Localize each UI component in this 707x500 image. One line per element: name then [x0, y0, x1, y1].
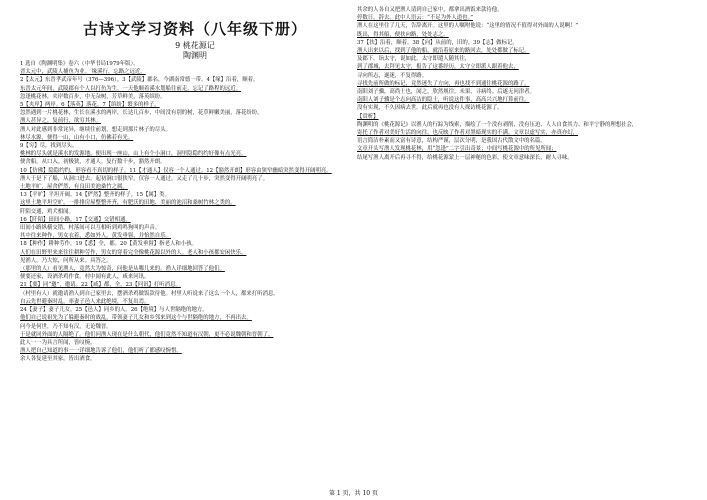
text-line: 渔人甚异之，复前行，欲穷其林。 [20, 118, 101, 125]
text-line: 桃林的尽头就是溪水的发源地，便出现一座山，山上有个小洞口，洞里隐隐约约好像有点光亮。 [20, 151, 247, 158]
right-column [357, 6, 673, 162]
text-line: 他们自己说祖先为了躲避秦时的战乱，带领妻子儿女和乡邻来到这个与世隔绝的地方，不再出去。 [20, 315, 252, 322]
text-line: 2【太元】东晋孝武帝年号（376—396）。3【武陵】郡名，今湖南常德一带。4【缘】沿着，顺着。 [20, 77, 259, 84]
text-line: 结尾写渔人离开后再寻不得，给桃花源蒙上一层神秘的色彩，使文章意味深长，耐人寻味。 [357, 154, 573, 161]
text-line: 南阳人刘子骥是个志向高洁的隐士，听说这件事，高高兴兴地打算前往。 [357, 97, 530, 104]
text-line: 余人各复延至其家，皆出酒食。 [20, 356, 96, 363]
lesson-author: 陶渊明 [183, 51, 207, 60]
text-line: 见渔人，乃大惊，问所从来。具答之。 [20, 257, 112, 264]
text-line: 【赏析】 [357, 113, 379, 120]
text-line: 林尽水源，便得一山，山有小口，仿佛若有光。 [20, 134, 134, 141]
text-line: 语言简洁朴素而又富有诗意，结构严谨，层次分明，是我国古代散文中的名篇。 [357, 138, 546, 145]
text-line: 及郡下，诣太守，说如此。太守即遣人随其往， [357, 56, 471, 63]
text-line: （村里有人）就邀请渔人到自己家里去，摆酒杀鸡做饭款待他。村里人听说来了这么一个人，都来打听消息。 [20, 290, 279, 297]
text-line: 停数日，辞去。此中人语云：“不足为外人道也。” [357, 15, 474, 22]
text-line: 人们在田野里来来往往耕种劳作，男女的穿着完全像桃花源以外的人。老人和小孩都安闲快乐。 [20, 249, 247, 256]
text-line: 便要还家，设酒杀鸡作食。村中闻有此人，咸来问讯。 [20, 274, 150, 281]
text-line: 便舍船，从口入。初极狭，才通人。复行数十步，豁然开朗。 [20, 159, 166, 166]
text-line: 东晋太元年间，武陵郡有个人以打鱼为生。一天他顺着溪水划船往前走，忘记了路程的远近。 [20, 85, 242, 92]
lesson-title: 9 桃花源记 [175, 41, 215, 50]
text-line: 渔人在这里住了几天，告辞离开。这里的人嘱咐他说：“这里的情况不值得对外面的人说啊！” [357, 23, 579, 30]
text-line: 文章开头写渔人发现桃花林，用“忽逢”二字引出奇景；中间写桃花源中的所见所闻； [357, 146, 557, 153]
text-line: 渔人于是下了船，从洞口进去。起初洞口很狭窄，仅容一人通过。又走了几十步，突然变得开阔明亮了。 [20, 175, 268, 182]
text-line: 自云先世避秦时乱，率妻子邑人来此绝境，不复出焉。 [20, 298, 150, 305]
text-line: 南阳刘子骥，高尚士也，闻之，欣然规往。未果，寻病终。后遂无问津者。 [357, 89, 535, 96]
text-line: 21【要】同“邀”，邀请。22【咸】都，全。23【问讯】打听消息。 [20, 282, 181, 289]
text-line: 阡陌交通，鸡犬相闻。 [20, 208, 74, 215]
document-title: 古诗文学习资料（八年级下册） [82, 20, 307, 38]
text-line: 渔人出来以后，找到了他的船，就沿着原来的路回去，处处都做了标记。 [357, 48, 530, 55]
text-line: 渔人对此感到非常诧异，继续往前划，想走到那片林子的尽头。 [20, 126, 171, 133]
text-line: 晋太元中，武陵人捕鱼为业。 缘溪行，忘路之远近。 [20, 69, 146, 76]
text-line: （那里的人）看见渔人，竟然大为惊奇，问他是从哪儿来的。渔人详细地回答了他们。 [20, 266, 225, 273]
text-line: 寻找先前所做的标记，竟然迷失了方向，再也找不到通往桃花源的路了。 [357, 80, 530, 87]
text-line: 忽逢桃花林，夹岸数百步，中无杂树，芳草鲜美，落英缤纷。 [20, 93, 166, 100]
text-line: 没有实现，不久因病去世。此后就再也没有人探访桃花源了。 [357, 105, 503, 112]
text-line: 13【平旷】平坦开阔。14【俨然】整齐的样子。15【属】类。 [20, 192, 170, 199]
text-line: 5【夹岸】两岸。6【落英】落花。7【缤纷】繁多的样子。 [20, 102, 160, 109]
text-line: 田间小路纵横交错，村落间可以互相听到鸡鸣狗叫的声音。 [20, 225, 161, 232]
text-line: 寻向所志，遂迷，不复得路。 [357, 72, 428, 79]
text-line: 既出，得其船，便扶向路，处处志之。 [357, 31, 449, 38]
text-line: 寄托了作者对美好生活的向往，也反映了作者对黑暗现实的不满。文章以虚写实，亦真亦幻， [357, 130, 579, 137]
text-line: 24【妻子】妻子儿女。25【邑人】同乡的人。26【绝境】与人世隔绝的地方。 [20, 307, 208, 314]
text-line: 18【种作】耕种劳作。19【悉】全，都。20【黄发垂髫】指老人和小孩。 [20, 241, 197, 248]
text-line: 16【阡陌】田间小路。17【交通】交错相通。 [20, 216, 131, 223]
text-line: 9【穷】尽，找到尽头。 [20, 143, 78, 150]
left-column [20, 60, 336, 364]
text-line: 土地平旷，屋舍俨然，有良田美池桑竹之属。 [20, 184, 128, 191]
text-line: 此人一一为具言所闻，皆叹惋。 [20, 339, 96, 346]
text-line: 于是就同外面的人隔绝了。他们问渔人现在是什么朝代，他们竟然不知道有汉朝，更不必说魏朝和晋朝了。 [20, 331, 274, 338]
text-line: 渔人把自己知道的事一一详细地告诉了他们，他们听了都感叹惋惜。 [20, 348, 182, 355]
text-line: 1 选自《陶渊明集》卷六（中华书局1979年版）。 [20, 61, 139, 67]
text-line: 37【扶】沿着，顺着。38【向】从前的，旧的。39【志】做标记。 [357, 39, 518, 46]
text-line: 其余的人各自又把渔人请到自己家中，都拿出酒饭来款待他。 [357, 7, 503, 13]
text-line: 问今是何世，乃不知有汉，无论魏晋。 [20, 323, 112, 330]
page-footer: 第 1 页，共 10 页 [328, 490, 379, 497]
text-line: 这里土地平坦空旷，一排排房屋整整齐齐，有肥沃的田地、美丽的池沼和桑树竹林之类的。 [20, 200, 236, 207]
text-line: 陶渊明的《桃花源记》以渔人的行踪为线索，描绘了一个没有剥削、没有压迫、人人自食其力、和平宁静的理想社会， [357, 121, 638, 128]
text-line: 其中往来种作，男女衣着，悉如外人。黄发垂髫，并怡然自乐。 [20, 233, 171, 240]
text-line: 到了郡城，去拜见太守，报告了这番经历。太守立即派人跟着他去， [357, 64, 519, 71]
text-line: 忽然遇到一片桃花林，生长在溪水的两岸，长达几百步，中间没有别的树，花草鲜嫩美丽，落花纷纷。 [20, 110, 263, 117]
text-line: 10【仿佛】隐隐约约，形容看不真切的样子。11【才通人】仅容一个人通过。12【豁然开朗】形容由狭窄幽暗突然变得开阔明亮。 [20, 167, 332, 174]
